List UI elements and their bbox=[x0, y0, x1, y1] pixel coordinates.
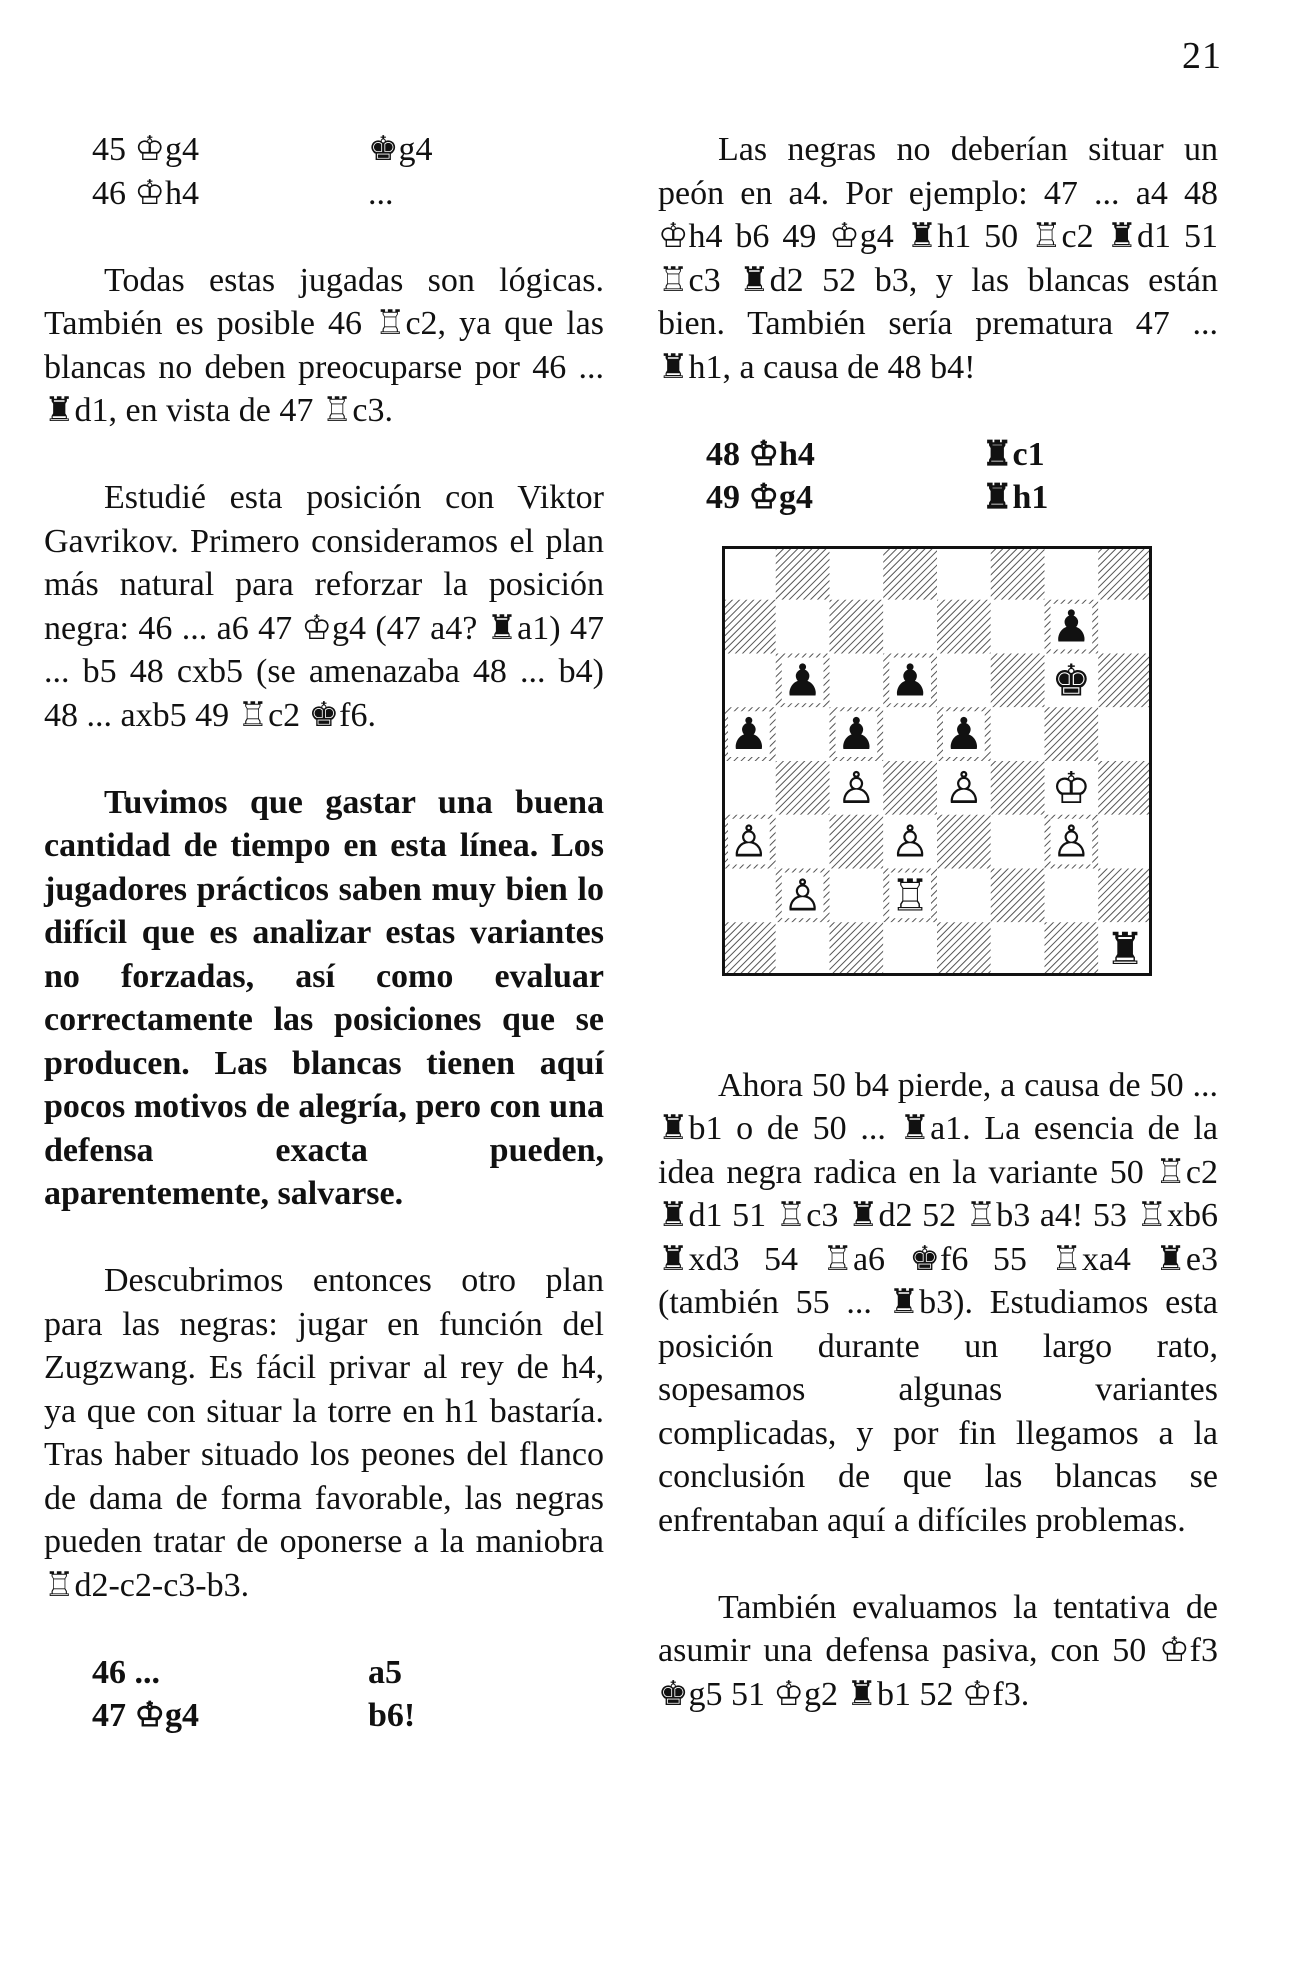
light-square bbox=[830, 653, 884, 707]
light-square bbox=[1098, 814, 1152, 868]
chess-piece-c4: ♙ bbox=[836, 762, 877, 814]
light-square bbox=[722, 868, 776, 922]
dark-square bbox=[830, 599, 884, 653]
paragraph: Las negras no deberían situar un peón en a4. Por ejemplo: 47 ... a4 48 ♔h4 b6 49 ♔g4 ♜h1 50 ♖c2 ♜d1 51 ♖c3 ♜d2 52 b3, y las blancas están bien. También sería prematura 47 ... ♜h1, a causa de 48 b4! bbox=[658, 131, 1218, 386]
move-list-2 bbox=[92, 1651, 652, 1738]
chess-piece-g4: ♔ bbox=[1051, 762, 1092, 814]
dark-square bbox=[991, 761, 1045, 815]
dark-square bbox=[1045, 707, 1099, 761]
black-move: a5 bbox=[368, 1653, 402, 1691]
dark-square bbox=[883, 761, 937, 815]
dark-square bbox=[830, 922, 884, 976]
dark-square bbox=[1098, 761, 1152, 815]
white-move: 45 ♔g4 bbox=[92, 131, 199, 168]
dark-square bbox=[883, 546, 937, 600]
chess-piece-e4: ♙ bbox=[944, 762, 984, 814]
move-row bbox=[92, 1694, 652, 1738]
light-square bbox=[883, 599, 937, 653]
paragraph: Todas estas jugadas son lógicas. También es posible 46 ♖c2, ya que las blancas no deben preocuparse por 46 ... ♜d1, en vista de 47 ♖c3. bbox=[44, 261, 604, 429]
light-square bbox=[776, 599, 830, 653]
dark-square bbox=[991, 653, 1045, 707]
paragraph: Descubrimos entonces otro plan para las negras: jugar en función del Zugzwang. Es fácil privar al rey de h4, ya que con situar la torre en h1 bastaría. Tras haber situado los peones del flanco de dama de forma favorable, las negras pueden tratar de oponerse a la maniobra ♖d2-c2-c3-b3. bbox=[44, 1262, 604, 1604]
chess-piece-c5: ♟ bbox=[836, 708, 877, 760]
move-list-3 bbox=[706, 433, 1266, 520]
right-column bbox=[658, 128, 1218, 1760]
light-square bbox=[937, 546, 991, 600]
chess-diagram bbox=[722, 546, 1152, 976]
move-row bbox=[92, 172, 652, 216]
dark-square bbox=[937, 814, 991, 868]
move-row bbox=[706, 476, 1266, 520]
dark-square bbox=[1098, 653, 1152, 707]
paragraph-bold: Tuvimos que gastar una buena cantidad de tiempo en esta línea. Los jugadores prácticos saben muy bien lo difícil que es analizar estas variantes no forzadas, así como evaluar correctamente las posiciones que se producen. Las blancas tienen aquí pocos motivos de alegría, pero con una defensa exacta pueden, aparentemente, salvarse. bbox=[44, 783, 604, 1212]
dark-square bbox=[830, 814, 884, 868]
light-square bbox=[776, 707, 830, 761]
white-move: 48 ♔h4 bbox=[706, 435, 815, 473]
black-move: b6! bbox=[368, 1697, 416, 1734]
move-row bbox=[92, 128, 652, 172]
light-square bbox=[1098, 599, 1152, 653]
black-move: ... bbox=[368, 174, 394, 212]
light-square bbox=[776, 814, 830, 868]
white-move: 49 ♔g4 bbox=[706, 479, 813, 516]
light-square bbox=[883, 707, 937, 761]
chess-piece-d3: ♙ bbox=[890, 816, 930, 868]
light-square bbox=[830, 868, 884, 922]
light-square bbox=[1045, 546, 1099, 600]
dark-square bbox=[776, 761, 830, 815]
light-square bbox=[1098, 707, 1152, 761]
light-square bbox=[991, 707, 1045, 761]
chess-piece-d2: ♖ bbox=[890, 869, 930, 921]
black-move: ♚g4 bbox=[368, 131, 433, 168]
dark-square bbox=[1098, 546, 1152, 600]
chess-piece-g6: ♚ bbox=[1051, 654, 1092, 706]
left-column bbox=[44, 128, 604, 1738]
light-square bbox=[991, 599, 1045, 653]
paragraph: También evaluamos la tentativa de asumir una defensa pasiva, con 50 ♔f3 ♚g5 51 ♔g2 ♜b1 52 ♔f3. bbox=[658, 1588, 1218, 1713]
light-square bbox=[776, 922, 830, 976]
light-square bbox=[937, 653, 991, 707]
dark-square bbox=[937, 922, 991, 976]
dark-square bbox=[776, 546, 830, 600]
chess-piece-a3: ♙ bbox=[729, 816, 769, 868]
dark-square bbox=[1045, 922, 1099, 976]
chess-piece-g3: ♙ bbox=[1051, 816, 1092, 868]
dark-square bbox=[722, 922, 776, 976]
light-square bbox=[1045, 868, 1099, 922]
dark-square bbox=[1098, 868, 1152, 922]
move-row bbox=[706, 433, 1266, 477]
light-square bbox=[830, 546, 884, 600]
paragraph: Estudié esta posición con Viktor Gavrikov. Primero consideramos el plan más natural para reforzar la posición negra: 46 ... a6 47 ♔g4 (47 a4? ♜a1) 47 ... b5 48 cxb5 (se amenazaba 48 ... b4) 48 ... axb5 49 ♖c2 ♚f6. bbox=[44, 479, 604, 734]
light-square bbox=[883, 922, 937, 976]
dark-square bbox=[722, 599, 776, 653]
chess-piece-h1: ♜ bbox=[1105, 923, 1145, 975]
white-move: 47 ♔g4 bbox=[92, 1697, 199, 1734]
move-list-1 bbox=[92, 128, 652, 215]
white-move: 46 ♔h4 bbox=[92, 174, 199, 212]
light-square bbox=[991, 922, 1045, 976]
dark-square bbox=[991, 546, 1045, 600]
chess-piece-b2: ♙ bbox=[782, 869, 823, 921]
paragraph: Ahora 50 b4 pierde, a causa de 50 ... ♜b1 o de 50 ... ♜a1. La esencia de la idea negra radica en la variante 50 ♖c2 ♜d1 51 ♖c3 ♜d2 52 ♖b3 a4! 53 ♖xb6 ♜xd3 54 ♖a6 ♚f6 55 ♖xa4 ♜e3 (también 55 ... ♜b3). Estudiamos esta posición durante un largo rato, sopesamos algunas variantes complicadas, y por fin llegamos a la conclusión de que las blancas se enfrentaban aquí a difíciles problemas. bbox=[658, 1066, 1218, 1539]
light-square bbox=[722, 761, 776, 815]
move-row bbox=[92, 1651, 652, 1695]
dark-square bbox=[937, 599, 991, 653]
light-square bbox=[722, 653, 776, 707]
chessboard bbox=[722, 546, 1152, 976]
chess-piece-g7: ♟ bbox=[1051, 601, 1092, 653]
white-move: 46 ... bbox=[92, 1653, 160, 1691]
light-square bbox=[991, 814, 1045, 868]
light-square bbox=[937, 868, 991, 922]
black-move: ♜h1 bbox=[982, 479, 1049, 516]
black-move: ♜c1 bbox=[982, 435, 1045, 473]
chess-piece-e5: ♟ bbox=[944, 708, 984, 760]
light-square bbox=[722, 546, 776, 600]
chess-piece-b6: ♟ bbox=[782, 654, 823, 706]
chess-piece-d6: ♟ bbox=[890, 654, 930, 706]
page-number: 21 bbox=[1182, 35, 1222, 77]
dark-square bbox=[991, 868, 1045, 922]
chess-piece-a5: ♟ bbox=[729, 708, 769, 760]
